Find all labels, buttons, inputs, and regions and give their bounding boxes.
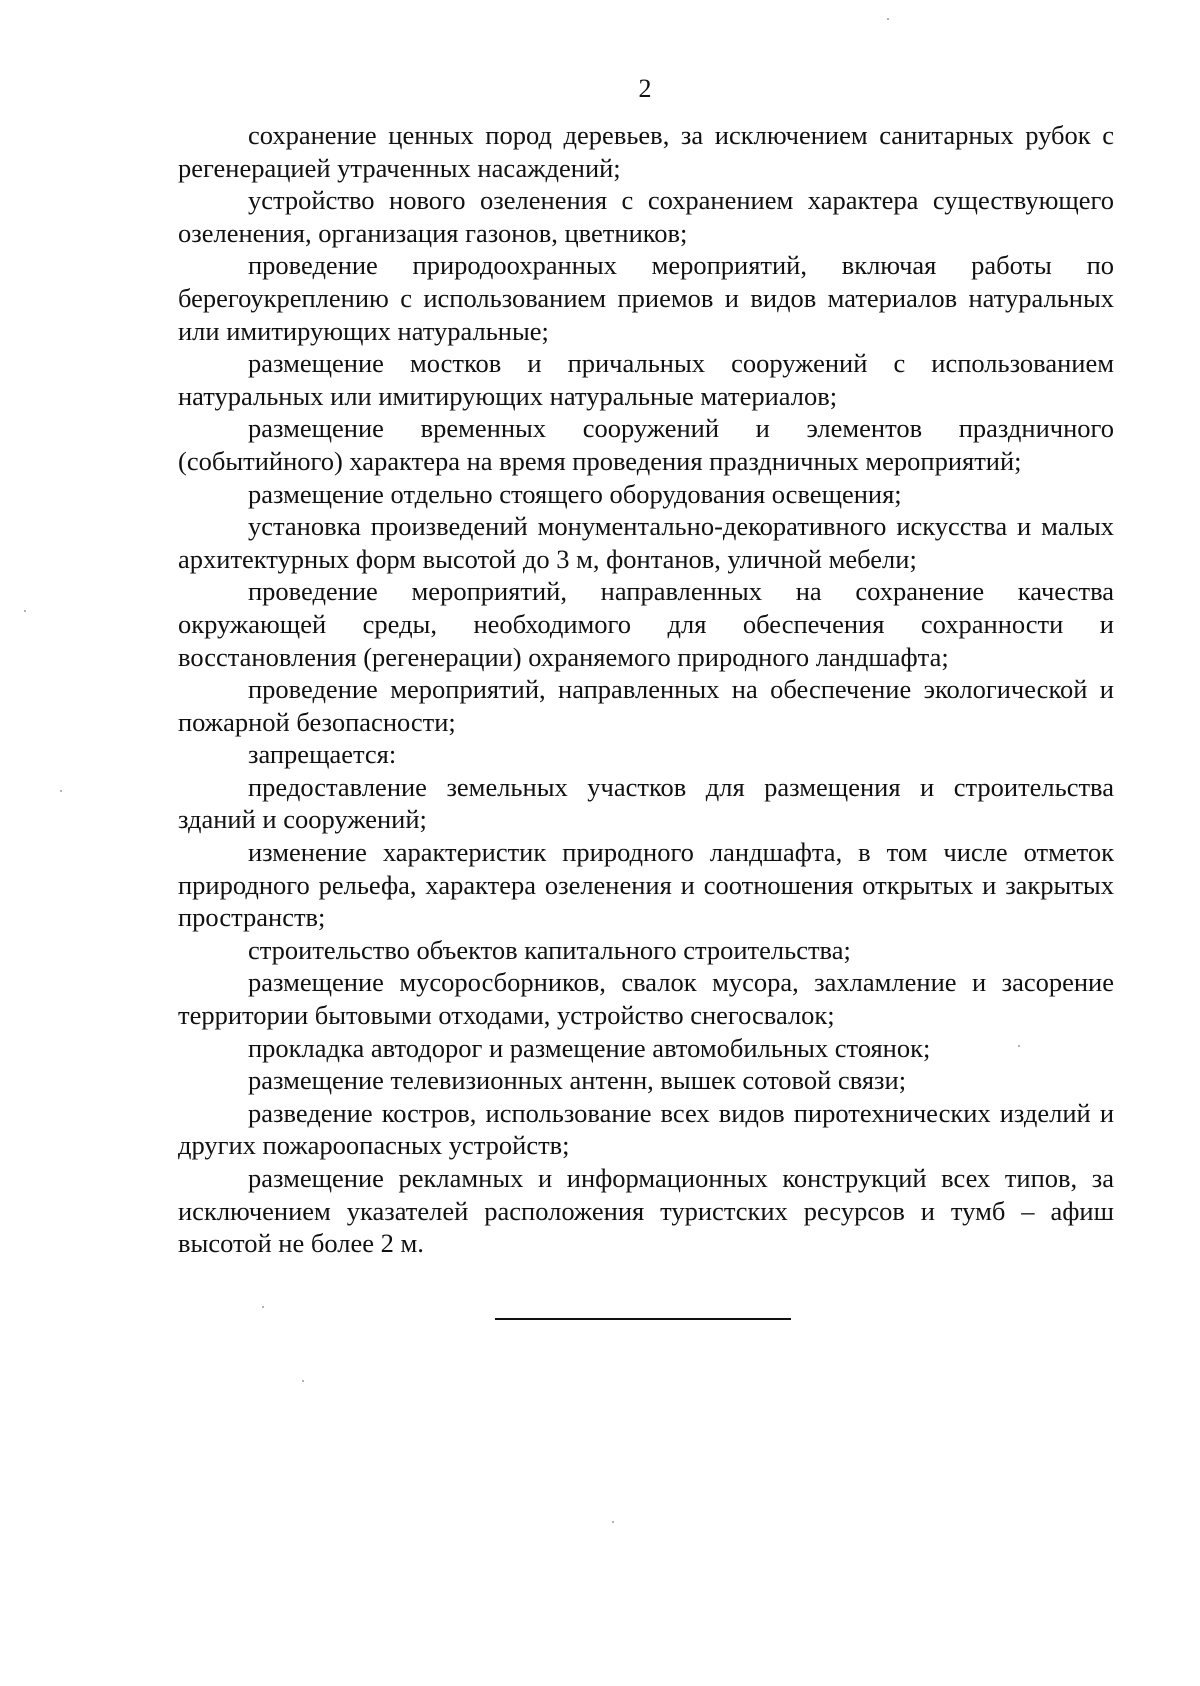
scan-speck <box>1018 1045 1020 1047</box>
paragraph: прокладка автодорог и размещение автомобильных стоянок; <box>248 1032 931 1063</box>
paragraph: проведение мероприятий, направленных на сохранение качества окружающей среды, необходимого для обеспечения сохранности и восстановления (регенерации) охраняемого природного ландшафта; <box>178 576 1114 672</box>
paragraph: размещение телевизионных антенн, вышек сотовой связи; <box>248 1065 907 1096</box>
paragraph: размещение мостков и причальных сооружений с использованием натуральных или имитирующих натуральные материалов; <box>178 348 1114 411</box>
scan-speck <box>24 610 26 612</box>
paragraph: строительство объектов капитального строительства; <box>248 934 851 965</box>
scan-speck <box>887 18 889 20</box>
scan-speck <box>60 790 62 792</box>
paragraph: размещение рекламных и информационных конструкций всех типов, за исключением указателей расположения туристских ресурсов и тумб – афиш высотой не более 2 м. <box>178 1163 1114 1259</box>
paragraph: размещение мусоросборников, свалок мусора, захламление и засорение территории бытовыми отходами, устройство снегосвалок; <box>178 967 1114 1031</box>
end-of-text-rule <box>495 1318 791 1320</box>
paragraph: установка произведений монументально-декоративного искусства и малых архитектурных форм высотой до 3 м, фонтанов, уличной мебели; <box>178 511 1114 574</box>
paragraph: сохранение ценных пород деревьев, за исключением санитарных рубок с регенерацией утраченных насаждений; <box>178 120 1114 183</box>
paragraph: размещение отдельно стоящего оборудования освещения; <box>248 478 902 509</box>
paragraph: изменение характеристик природного ландшафта, в том числе отметок природного рельефа, характера озеленения и соотношения открытых и закрытых пространств; <box>178 837 1114 933</box>
paragraph: разведение костров, использование всех видов пиротехнических изделий и других пожароопасных устройств; <box>178 1097 1114 1161</box>
scan-speck <box>612 1521 614 1523</box>
paragraph: проведение мероприятий, направленных на обеспечение экологической и пожарной безопасности; <box>178 674 1114 737</box>
paragraph: размещение временных сооружений и элементов праздничного (событийного) характера на время проведения праздничных мероприятий; <box>178 413 1114 476</box>
scan-speck <box>302 1380 304 1382</box>
paragraph: предоставление земельных участков для размещения и строительства зданий и сооружений; <box>178 771 1114 835</box>
page-number: 2 <box>638 74 652 103</box>
document-body <box>178 119 1114 1260</box>
paragraph: проведение природоохранных мероприятий, включая работы по берегоукреплению с использованием приемов и видов материалов натуральных или имитирующих натуральные; <box>178 250 1114 346</box>
scan-speck <box>262 1306 264 1308</box>
paragraph-prohibited-heading: запрещается: <box>248 739 397 770</box>
paragraph: устройство нового озеленения с сохранением характера существующего озеленения, организация газонов, цветников; <box>178 185 1114 248</box>
